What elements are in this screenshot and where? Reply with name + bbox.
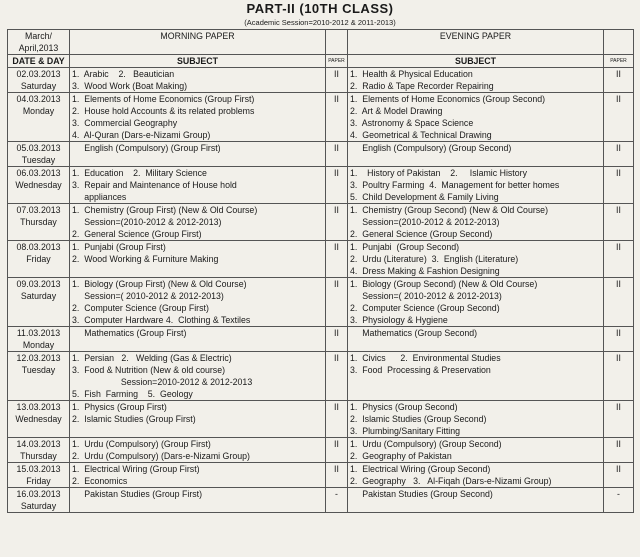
morning-paper-number: II (326, 68, 348, 93)
subject-line: Mathematics (Group Second) (350, 328, 478, 338)
exam-date: 11.03.2013 (16, 328, 61, 338)
subject-line: 2. Art & Model Drawing (350, 106, 443, 116)
subject-line: Pakistan Studies (Group First) (72, 489, 203, 499)
evening-subjects-cell (348, 463, 604, 488)
subject-line: Session=2010-2012 & 2012-2013 (72, 377, 253, 387)
schedule-row (8, 93, 634, 142)
exam-date: 15.03.2013 (16, 464, 61, 474)
subject-line: 1. Electrical Wiring (Group Second) (350, 464, 491, 474)
schedule-row (8, 142, 634, 167)
exam-day: Friday (26, 476, 51, 486)
evening-paper-number: II (604, 278, 634, 327)
subject-line: 4. Al-Quran (Dars-e-Nizami Group) (72, 130, 211, 140)
date-day-cell (8, 93, 70, 142)
morning-paper-number: II (326, 327, 348, 352)
subject-line: 2. Islamic Studies (Group Second) (350, 414, 487, 424)
morning-paper-number: - (326, 488, 348, 513)
subject-line: 2. House hold Accounts & its related problems (72, 106, 255, 116)
morning-subjects-cell (70, 68, 326, 93)
exam-day: Tuesday (21, 155, 56, 165)
subject-line: 3. Plumbing/Sanitary Fitting (350, 426, 461, 436)
subject-line: 3. Commercial Geography (72, 118, 178, 128)
morning-paper-number: II (326, 167, 348, 204)
subject-line: 1. Elements of Home Economics (Group First) (72, 94, 255, 104)
schedule-row (8, 278, 634, 327)
exam-date: 05.03.2013 (16, 143, 61, 153)
subject-line: 2. Urdu (Literature) 3. English (Literature) (350, 254, 519, 264)
morning-paper-number: II (326, 241, 348, 278)
evening-subject-header: SUBJECT (348, 55, 604, 68)
date-day-cell (8, 463, 70, 488)
subject-line: 3. Physiology & Hygiene (350, 315, 448, 325)
date-day-header: DATE & DAY (8, 55, 70, 68)
evening-paper-number: II (604, 463, 634, 488)
subject-line: 2. Computer Science (Group First) (72, 303, 209, 313)
subject-line: 3. Food Processing & Preservation (350, 365, 491, 375)
evening-paper-header: EVENING PAPER (348, 30, 604, 55)
evening-subjects-cell (348, 204, 604, 241)
morning-paper-number: II (326, 438, 348, 463)
exam-day: Monday (22, 340, 55, 350)
exam-day: Wednesday (15, 414, 62, 424)
schedule-row (8, 352, 634, 401)
evening-subjects-cell (348, 241, 604, 278)
subject-line: 1. Biology (Group Second) (New & Old Course) (350, 279, 538, 289)
date-day-cell (8, 352, 70, 401)
header-row-bottom (8, 55, 634, 68)
exam-date: 16.03.2013 (16, 489, 61, 499)
subject-line: Session=( 2010-2012 & 2012-2013) (350, 291, 502, 301)
evening-paper-number: II (604, 204, 634, 241)
evening-paper-number: II (604, 68, 634, 93)
morning-paper-col-header: PAPER (326, 55, 348, 68)
date-day-cell (8, 167, 70, 204)
evening-subjects-cell (348, 352, 604, 401)
exam-day: Thursday (20, 451, 57, 461)
subject-line: Pakistan Studies (Group Second) (350, 489, 493, 499)
date-day-cell (8, 401, 70, 438)
evening-subjects-cell (348, 401, 604, 438)
morning-subjects-cell (70, 327, 326, 352)
morning-subjects-cell (70, 278, 326, 327)
subject-line: 1. Arabic 2. Beautician (72, 69, 175, 79)
subject-line: 1. Punjabi (Group Second) (350, 242, 460, 252)
schedule-row (8, 327, 634, 352)
subject-line: English (Compulsory) (Group Second) (350, 143, 512, 153)
evening-paper-number: - (604, 488, 634, 513)
subject-line: 1. Urdu (Compulsory) (Group Second) (350, 439, 502, 449)
evening-paper-number: II (604, 401, 634, 438)
subject-line: 1. Electrical Wiring (Group First) (72, 464, 200, 474)
subject-line: 1. Punjabi (Group First) (72, 242, 166, 252)
subject-line: 1. Physics (Group Second) (350, 402, 458, 412)
subject-line: 1. Physics (Group First) (72, 402, 167, 412)
header-row-top (8, 30, 634, 55)
schedule-row (8, 401, 634, 438)
date-day-cell (8, 488, 70, 513)
morning-paper-number: II (326, 352, 348, 401)
morning-paper-number: II (326, 278, 348, 327)
subject-line: 5. Child Development & Family Living (350, 192, 499, 202)
exam-day: Wednesday (15, 180, 62, 190)
schedule-row (8, 488, 634, 513)
subject-line: 3. Repair and Maintenance of House hold (72, 180, 237, 190)
subject-line: 5. Fish Farming 5. Geology (72, 389, 193, 399)
exam-date: 13.03.2013 (16, 402, 61, 412)
subject-line: 2. Wood Working & Furniture Making (72, 254, 219, 264)
evening-subjects-cell (348, 488, 604, 513)
morning-subjects-cell (70, 167, 326, 204)
subject-line: 3. Poultry Farming 4. Management for better homes (350, 180, 560, 190)
subject-line: 2. Urdu (Compulsory) (Dars-e-Nizami Group) (72, 451, 250, 461)
subject-line: English (Compulsory) (Group First) (72, 143, 221, 153)
morning-subjects-cell (70, 401, 326, 438)
evening-paper-col-header: PAPER (604, 55, 634, 68)
evening-subjects-cell (348, 278, 604, 327)
evening-paper-number: II (604, 352, 634, 401)
exam-date: 02.03.2013 (16, 69, 61, 79)
morning-paper-header: MORNING PAPER (70, 30, 326, 55)
evening-paper-number: II (604, 142, 634, 167)
schedule-table (7, 29, 634, 513)
morning-paper-number: II (326, 463, 348, 488)
evening-subjects-cell (348, 68, 604, 93)
subject-line: 1. Urdu (Compulsory) (Group First) (72, 439, 211, 449)
evening-paper-number: II (604, 438, 634, 463)
exam-date: 06.03.2013 (16, 168, 61, 178)
subject-line: 1. Chemistry (Group First) (New & Old Course) (72, 205, 258, 215)
subject-line: Session=(2010-2012 & 2012-2013) (72, 217, 222, 227)
evening-subjects-cell (348, 142, 604, 167)
morning-subjects-cell (70, 142, 326, 167)
date-day-cell (8, 241, 70, 278)
subject-line: 1. Persian 2. Welding (Gas & Electric) (72, 353, 232, 363)
exam-day: Saturday (20, 81, 57, 91)
morning-subjects-cell (70, 463, 326, 488)
exam-date: 04.03.2013 (16, 94, 61, 104)
date-day-cell (8, 204, 70, 241)
subject-line: 3. Computer Hardware 4. Clothing & Textiles (72, 315, 251, 325)
subject-line: 1. Health & Physical Education (350, 69, 473, 79)
subject-line: 1. Civics 2. Environmental Studies (350, 353, 501, 363)
subject-line: 2. Geography of Pakistan (350, 451, 452, 461)
schedule-row (8, 68, 634, 93)
date-day-cell (8, 438, 70, 463)
subject-line: 2. Radio & Tape Recorder Repairing (350, 81, 494, 91)
subject-line: 4. Dress Making & Fashion Designing (350, 266, 500, 276)
exam-date: 14.03.2013 (16, 439, 61, 449)
morning-paper-number: II (326, 93, 348, 142)
morning-subjects-cell (70, 488, 326, 513)
morning-paper-number: II (326, 401, 348, 438)
exam-date: 09.03.2013 (16, 279, 61, 289)
exam-day: Friday (26, 254, 51, 264)
evening-paper-number: II (604, 167, 634, 204)
morning-subjects-cell (70, 438, 326, 463)
schedule-row (8, 241, 634, 278)
schedule-row (8, 463, 634, 488)
subject-line: 4. Geometrical & Technical Drawing (350, 130, 492, 140)
exam-day: Tuesday (21, 365, 56, 375)
page-subtitle: (Academic Session=2010-2012 & 2011-2013) (244, 18, 396, 27)
exam-day: Saturday (20, 501, 57, 511)
subject-line: Mathematics (Group First) (72, 328, 187, 338)
evening-subjects-cell (348, 93, 604, 142)
morning-paper-number: II (326, 142, 348, 167)
date-day-cell (8, 142, 70, 167)
morning-subject-header: SUBJECT (70, 55, 326, 68)
evening-subjects-cell (348, 438, 604, 463)
morning-paper-number: II (326, 204, 348, 241)
subject-line: 1. History of Pakistan 2. Islamic History (350, 168, 527, 178)
morning-subjects-cell (70, 352, 326, 401)
exam-day: Monday (22, 106, 55, 116)
morning-subjects-cell (70, 241, 326, 278)
date-day-cell (8, 278, 70, 327)
subject-line: 1. Education 2. Military Science (72, 168, 207, 178)
morning-subjects-cell (70, 204, 326, 241)
subject-line: Session=( 2010-2012 & 2012-2013) (72, 291, 224, 301)
schedule-row (8, 204, 634, 241)
page-title: PART-II (10TH CLASS) (246, 1, 394, 16)
subject-line: Session=(2010-2012 & 2012-2013) (350, 217, 500, 227)
evening-paper-number: II (604, 241, 634, 278)
subject-line: 2. Economics (72, 476, 128, 486)
morning-subjects-cell (70, 93, 326, 142)
subject-line: appliances (72, 192, 127, 202)
subject-line: 3. Astronomy & Space Science (350, 118, 474, 128)
date-day-cell (8, 327, 70, 352)
exam-day: Thursday (20, 217, 57, 227)
date-day-cell (8, 68, 70, 93)
subject-line: 3. Wood Work (Boat Making) (72, 81, 188, 91)
exam-date: 07.03.2013 (16, 205, 61, 215)
month-header: March/ April,2013 (8, 30, 70, 55)
subject-line: 2. General Science (Group Second) (350, 229, 493, 239)
evening-paper-number: II (604, 93, 634, 142)
subject-line: 2. Islamic Studies (Group First) (72, 414, 196, 424)
subject-line: 2. Geography 3. Al-Fiqah (Dars-e-Nizami Group) (350, 476, 552, 486)
evening-subjects-cell (348, 327, 604, 352)
exam-date: 12.03.2013 (16, 353, 61, 363)
subject-line: 2. Computer Science (Group Second) (350, 303, 500, 313)
evening-paper-number: II (604, 327, 634, 352)
exam-date: 08.03.2013 (16, 242, 61, 252)
schedule-row (8, 438, 634, 463)
exam-day: Saturday (20, 291, 57, 301)
subject-line: 2. General Science (Group First) (72, 229, 202, 239)
schedule-row (8, 167, 634, 204)
subject-line: 1. Elements of Home Economics (Group Second) (350, 94, 546, 104)
subject-line: 1. Chemistry (Group Second) (New & Old Course) (350, 205, 548, 215)
subject-line: 1. Biology (Group First) (New & Old Course) (72, 279, 247, 289)
subject-line: 3. Food & Nutrition (New & old course) (72, 365, 226, 375)
evening-subjects-cell (348, 167, 604, 204)
